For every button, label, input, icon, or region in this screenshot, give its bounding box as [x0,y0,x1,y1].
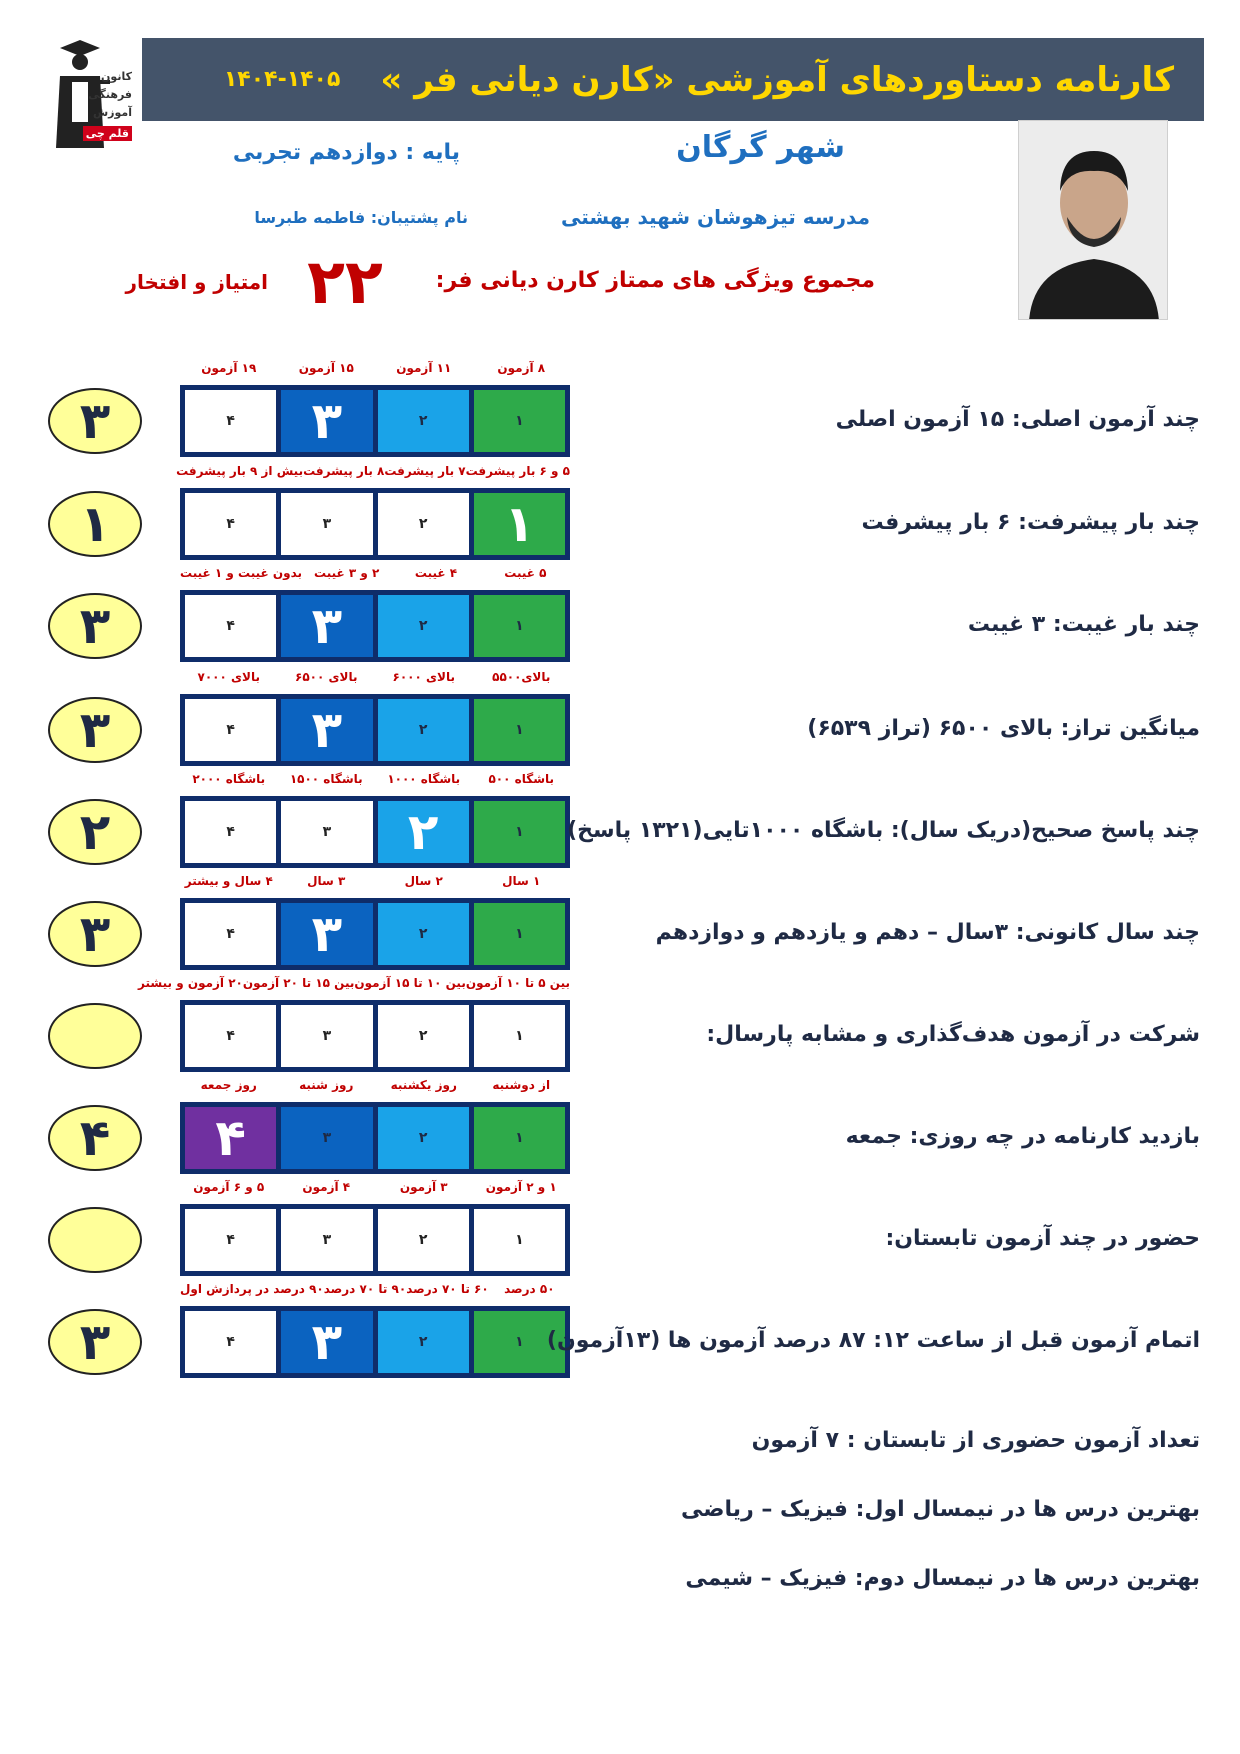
row-headers [180,1078,570,1092]
level-cell-2: ۲ [378,699,469,761]
level-header: باشگاه ۱۵۰۰ [289,772,363,786]
level-cell-3: ۳ [281,1005,372,1067]
level-cell-2: ۲ [378,1311,469,1373]
level-header: روز شنبه [299,1078,354,1092]
level-cell-4: ۴ [185,801,276,863]
level-header: ۵ غیبت [504,566,547,580]
level-header: ۸ آزمون [497,361,546,375]
row-score: ۳ [48,901,142,967]
level-cell-2: ۲ [378,1209,469,1271]
level-cell-3: ۳ [281,1107,372,1169]
level-cell-2: ۲ [378,801,469,863]
row-score: ۲ [48,799,142,865]
best-subjects-term-1: بهترین درس ها در نیمسال اول: فیزیک – ریاضی [681,1497,1200,1522]
level-scale [180,1204,570,1276]
level-cell-3: ۳ [281,903,372,965]
level-cell-4: ۴ [185,699,276,761]
level-header: باشگاه ۵۰۰ [488,772,555,786]
level-cell-1: ۱ [474,903,565,965]
level-scale [180,1306,570,1378]
level-header: بین ۵ تا ۱۰ آزمون [465,976,570,990]
total-score: ۲۲ [307,245,383,318]
level-cell-4: ۴ [185,1107,276,1169]
total-suffix: امتیاز و افتخار [125,270,268,294]
level-header: بالای ۶۰۰۰ [392,670,455,684]
level-scale [180,488,570,560]
level-header: ۵۰ درصد [504,1282,555,1296]
level-scale [180,694,570,766]
row-label: بازدید کارنامه در چه روزی: جمعه [845,1124,1200,1149]
grade-label: پایه : دوازدهم تجربی [232,140,460,165]
level-cell-3: ۳ [281,493,372,555]
level-header: بین ۱۵ تا ۲۰ آزمون [242,976,355,990]
row-score: ۱ [48,491,142,557]
level-scale [180,898,570,970]
row-headers [180,772,570,786]
total-label: مجموع ویژگی های ممتاز کارن دیانی فر: [435,268,875,293]
person-silhouette-icon [1019,121,1168,320]
logo-line-1: کانون [101,70,132,83]
level-header: ۱۹ آزمون [201,361,257,375]
level-cell-1: ۱ [474,1311,565,1373]
level-cell-2: ۲ [378,903,469,965]
level-cell-1: ۱ [474,390,565,452]
level-header: ۹۰ تا ۷۰ درصد [323,1282,407,1296]
row-headers [176,464,570,478]
level-cell-3: ۳ [281,699,372,761]
row-label: چند پاسخ صحیح(دریک سال): باشگاه ۱۰۰۰تایی(۱۳۲۱ پاسخ) [567,818,1200,843]
row-label: شرکت در آزمون هدف‌گذاری و مشابه پارسال: [706,1022,1200,1047]
academic-years: ۱۴۰۴-۱۴۰۵ [223,67,341,92]
level-cell-1: ۱ [474,1209,565,1271]
student-photo [1018,120,1168,320]
level-cell-2: ۲ [378,1005,469,1067]
row-label: چند بار پیشرفت: ۶ بار پیشرفت [861,510,1200,535]
report-title: کارنامه دستاوردهای آموزشی «کارن دیانی فر » [380,59,1174,100]
level-header: ۲ و ۳ غیبت [314,566,380,580]
row-headers [180,566,570,580]
city-label: شهر گرگان [676,130,845,165]
best-subjects-term-2: بهترین درس ها در نیمسال دوم: فیزیک – شیمی [685,1566,1200,1591]
level-header: ۱۱ آزمون [396,361,452,375]
level-header: بیش از ۹ بار پیشرفت [176,464,304,478]
level-cell-3: ۳ [281,1311,372,1373]
level-header: ۴ سال و بیشتر [184,874,273,888]
row-label: اتمام آزمون قبل از ساعت ۱۲: ۸۷ درصد آزمون ها (۱۳آزمون) [546,1328,1200,1353]
level-header: روز یکشنبه [390,1078,457,1092]
row-headers [138,976,570,990]
row-score [48,1003,142,1069]
level-header: ۵ و ۶ بار پیشرفت [465,464,570,478]
row-score: ۴ [48,1105,142,1171]
level-header: باشگاه ۲۰۰۰ [192,772,266,786]
level-cell-4: ۴ [185,1209,276,1271]
level-cell-2: ۲ [378,493,469,555]
row-headers [180,1180,570,1194]
level-cell-1: ۱ [474,1005,565,1067]
logo-line-2: فرهنگی [88,88,132,101]
level-cell-3: ۳ [281,1209,372,1271]
row-label: حضور در چند آزمون تابستان: [885,1226,1200,1251]
level-header: ۲ سال [404,874,443,888]
logo-line-4: قلم چی [83,126,132,141]
level-header: از دوشنبه [492,1078,551,1092]
row-headers [180,1282,570,1296]
row-headers [180,361,570,375]
level-header: ۷ بار پیشرفت [384,464,466,478]
row-score: ۳ [48,1309,142,1375]
level-header: ۲۰ آزمون و بیشتر [138,976,243,990]
level-scale [180,385,570,457]
level-header: ۵ و ۶ آزمون [193,1180,265,1194]
graduate-logo-icon [46,36,134,152]
level-cell-1: ۱ [474,1107,565,1169]
level-cell-1: ۱ [474,595,565,657]
level-scale [180,1000,570,1072]
level-cell-4: ۴ [185,390,276,452]
level-cell-1: ۱ [474,699,565,761]
level-cell-1: ۱ [474,801,565,863]
school-label: مدرسه تیزهوشان شهید بهشتی [561,205,870,229]
level-header: ۱ سال [502,874,541,888]
level-cell-3: ۳ [281,390,372,452]
summer-exam-count: تعداد آزمون حضوری از تابستان : ۷ آزمون [751,1428,1200,1453]
level-header: بین ۱۰ تا ۱۵ آزمون [354,976,466,990]
level-header: بالای ۷۰۰۰ [197,670,260,684]
level-cell-3: ۳ [281,801,372,863]
level-header: ۱۵ آزمون [298,361,354,375]
level-cell-4: ۴ [185,493,276,555]
level-cell-4: ۴ [185,903,276,965]
level-cell-2: ۲ [378,595,469,657]
row-score: ۳ [48,697,142,763]
level-header: باشگاه ۱۰۰۰ [387,772,461,786]
row-score: ۳ [48,388,142,454]
level-header: ۶۰ تا ۷۰ درصد [406,1282,489,1296]
row-label: چند سال کانونی: ۳سال – دهم و یازدهم و دوازدهم [655,920,1200,945]
row-label: میانگین تراز: بالای ۶۵۰۰ (تراز ۶۵۳۹) [807,716,1200,741]
row-label: چند آزمون اصلی: ۱۵ آزمون اصلی [835,407,1200,432]
level-cell-2: ۲ [378,1107,469,1169]
level-header: بدون غیبت و ۱ غیبت [179,566,303,580]
level-cell-3: ۳ [281,595,372,657]
level-scale [180,796,570,868]
row-headers [180,874,570,888]
level-header: روز جمعه [200,1078,257,1092]
level-cell-4: ۴ [185,1005,276,1067]
level-header: ۴ غیبت [414,566,458,580]
level-cell-2: ۲ [378,390,469,452]
row-label: چند بار غیبت: ۳ غیبت [967,612,1200,637]
level-scale [180,590,570,662]
level-header: ۳ سال [307,874,346,888]
row-score: ۳ [48,593,142,659]
level-header: ۱ و ۲ آزمون [485,1180,557,1194]
level-cell-4: ۴ [185,1311,276,1373]
header-bar [142,38,1204,121]
row-score [48,1207,142,1273]
level-header: ۳ آزمون [399,1180,448,1194]
level-header: بالای۵۵۰۰ [492,670,551,684]
row-headers [180,670,570,684]
supporter-label: نام پشتیبان: فاطمه طبرسا [254,208,468,227]
level-header: ۹۰ درصد در پردازش اول [180,1282,324,1296]
level-header: ۴ آزمون [302,1180,351,1194]
level-header: بالای ۶۵۰۰ [295,670,358,684]
logo-line-3: آموزش [93,106,132,119]
level-header: ۸ بار پیشرفت [303,464,385,478]
level-scale [180,1102,570,1174]
level-cell-4: ۴ [185,595,276,657]
level-cell-1: ۱ [474,493,565,555]
